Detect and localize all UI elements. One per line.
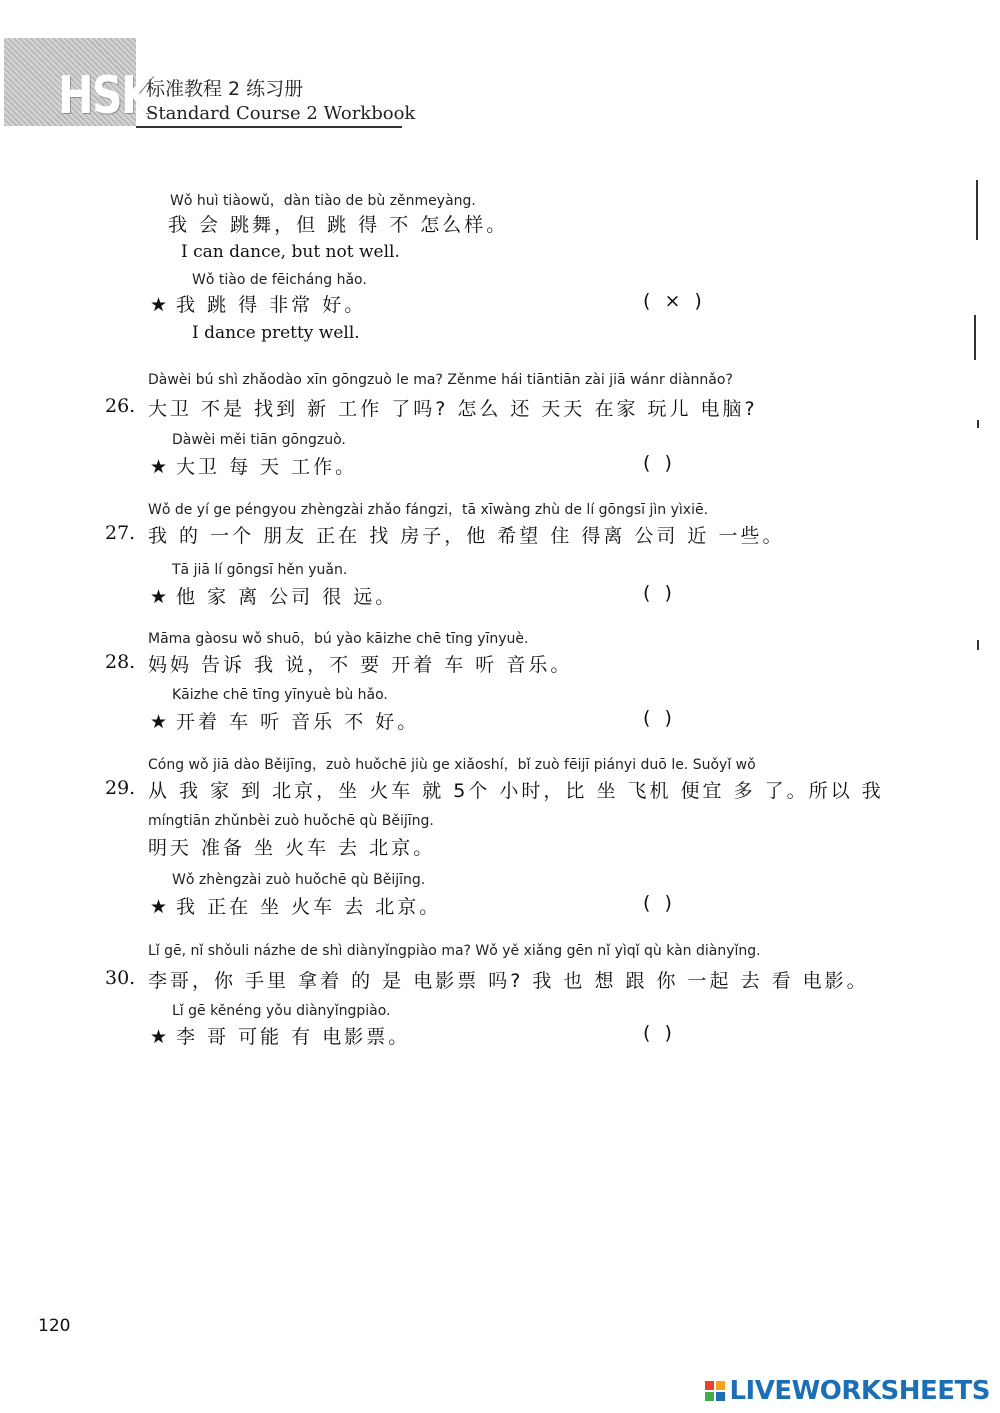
logo-square-icon	[716, 1381, 725, 1390]
q28-statement-pinyin: Kāizhe chē tīng yīnyuè bù hǎo.	[172, 687, 388, 703]
example-statement-pinyin: Wǒ tiào de fēicháng hǎo.	[192, 272, 367, 288]
q28-sentence: 妈妈 告诉 我 说，不 要 开着 车 听 音乐。	[148, 654, 573, 676]
star-icon: ★	[150, 586, 171, 608]
q29-statement-pinyin: Wǒ zhèngzài zuò huǒchē qù Běijīng.	[172, 872, 426, 888]
liveworksheets-brand: LIVEWORKSHEETS	[729, 1376, 990, 1406]
book-title-english: Standard Course 2 Workbook	[146, 103, 416, 124]
example-statement: ★ 我 跳 得 非常 好。	[150, 294, 367, 316]
example-english: I can dance, but not well.	[181, 242, 400, 262]
q26-pinyin: Dàwèi bú shì zhǎodào xīn gōngzuò le ma? Zěnme hái tiāntiān zài jiā wánr diànnǎo?	[148, 372, 733, 388]
star-icon: ★	[150, 456, 171, 478]
book-title-chinese: 标准教程 2 练习册	[146, 78, 304, 100]
q26-sentence: 大卫 不是 找到 新 工作 了吗? 怎么 还 天天 在家 玩儿 电脑?	[148, 398, 758, 420]
hsk-logo: HSK	[58, 66, 153, 126]
header-divider	[136, 126, 402, 128]
liveworksheets-logo-icon	[705, 1381, 725, 1401]
page-number: 120	[38, 1316, 71, 1336]
logo-square-icon	[716, 1392, 725, 1401]
q26-answer-box[interactable]: ( )	[643, 452, 676, 474]
q26-statement: ★ 大卫 每 天 工作。	[150, 456, 358, 478]
scan-edge-mark	[977, 420, 979, 428]
example-pinyin: Wǒ huì tiàowǔ，dàn tiào de bù zěnmeyàng.	[170, 193, 476, 209]
q28-statement: ★ 开着 车 听 音乐 不 好。	[150, 711, 420, 733]
logo-square-icon	[705, 1392, 714, 1401]
scan-edge-mark	[977, 640, 979, 650]
q30-pinyin: Lǐ gē, nǐ shǒuli názhe de shì diànyǐngpiào ma? Wǒ yě xiǎng gēn nǐ yìqǐ qù kàn diànyǐng.	[148, 943, 761, 959]
q29-pinyin: Cóng wǒ jiā dào Běijīng，zuò huǒchē jiù ge xiǎoshí，bǐ zuò fēijī piányi duō le. Suǒyǐ wǒ	[148, 757, 756, 773]
q29-pinyin-line2: míngtiān zhǔnbèi zuò huǒchē qù Běijīng.	[148, 813, 434, 829]
q27-pinyin: Wǒ de yí ge péngyou zhèngzài zhǎo fángzi，tā xīwàng zhù de lí gōngsī jìn yìxiē.	[148, 502, 709, 518]
q28-answer-box[interactable]: ( )	[643, 707, 676, 729]
star-icon: ★	[150, 294, 171, 316]
scan-edge-mark	[974, 315, 976, 360]
scan-edge-mark	[976, 180, 978, 240]
q29-number: 29.	[105, 777, 136, 799]
q30-sentence: 李哥，你 手里 拿着 的 是 电影票 吗? 我 也 想 跟 你 一起 去 看 电影。	[148, 970, 869, 992]
star-icon: ★	[150, 1026, 171, 1048]
q28-pinyin: Māma gàosu wǒ shuō，bú yào kāizhe chē tīng yīnyuè.	[148, 631, 529, 647]
q28-number: 28.	[105, 651, 136, 673]
example-statement-english: I dance pretty well.	[192, 323, 360, 343]
q29-sentence: 从 我 家 到 北京，坐 火车 就 5个 小时，比 坐 飞机 便宜 多 了。所以 我	[148, 780, 884, 802]
q26-statement-pinyin: Dàwèi měi tiān gōngzuò.	[172, 432, 346, 448]
q30-statement: ★ 李 哥 可能 有 电影票。	[150, 1026, 411, 1048]
q30-statement-pinyin: Lǐ gē kěnéng yǒu diànyǐngpiào.	[172, 1003, 391, 1019]
q26-number: 26.	[105, 395, 136, 417]
q29-sentence-line2: 明天 准备 坐 火车 去 北京。	[148, 837, 436, 859]
q29-answer-box[interactable]: ( )	[643, 892, 676, 914]
q29-statement: ★ 我 正在 坐 火车 去 北京。	[150, 896, 442, 918]
q30-answer-box[interactable]: ( )	[643, 1022, 676, 1044]
example-answer: ( × )	[643, 290, 706, 312]
q27-sentence: 我 的 一个 朋友 正在 找 房子，他 希望 住 得离 公司 近 一些。	[148, 525, 785, 547]
star-icon: ★	[150, 896, 171, 918]
q27-answer-box[interactable]: ( )	[643, 582, 676, 604]
star-icon: ★	[150, 711, 171, 733]
q27-statement-pinyin: Tā jiā lí gōngsī hěn yuǎn.	[172, 562, 348, 578]
logo-square-icon	[705, 1381, 714, 1390]
q27-number: 27.	[105, 522, 136, 544]
q30-number: 30.	[105, 967, 136, 989]
example-sentence: 我 会 跳舞，但 跳 得 不 怎么样。	[168, 214, 509, 236]
liveworksheets-logo[interactable]	[705, 1376, 990, 1406]
q27-statement: ★ 他 家 离 公司 很 远。	[150, 586, 398, 608]
